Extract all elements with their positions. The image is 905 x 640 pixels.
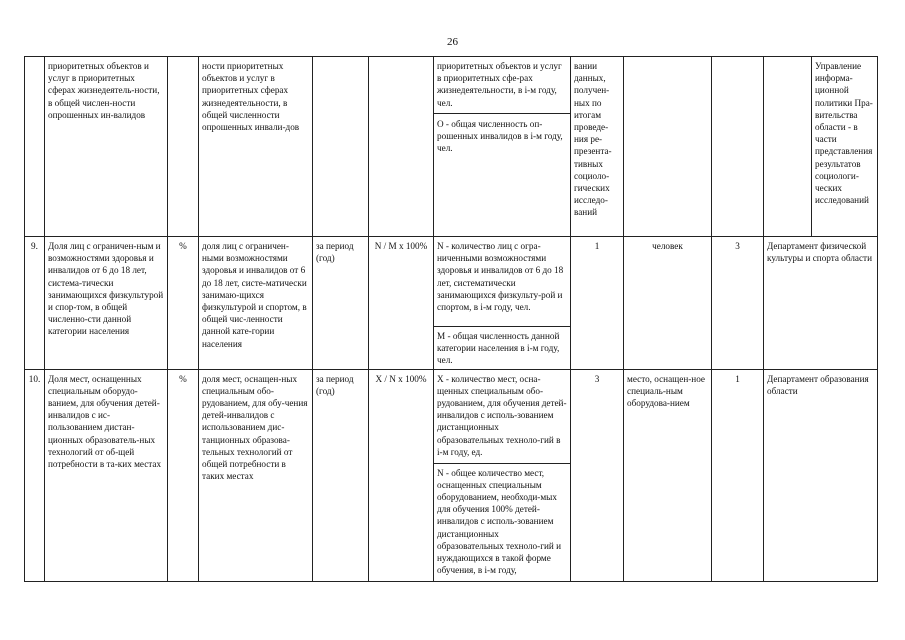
responsible-cell: Департамент физической культуры и спорта области xyxy=(764,237,878,370)
responsible-cell: Департамент образования области xyxy=(764,369,878,581)
variable-cell: N - общее количество мест, оснащенных специальным оборудованием, необходи-мых для обучения 100% детей-инвалидов с исполь-зованием дистанционных образовательных техноло-гий и нуждающихся в такой форме обучения, в i-м году, xyxy=(434,463,571,581)
table-row xyxy=(25,237,878,327)
definition-cell: доля лиц с ограничен-ными возможностями здоровья и инвалидов от 6 до 18 лет, систе-матически занимаю-щихся физкультурой и спортом, в общей чис-ленности данной кате-гории населения xyxy=(199,237,313,370)
page-number: 26 xyxy=(447,36,458,48)
indicator-name-cell: приоритетных объектов и услуг в приоритетных сферах жизнедеятель-ности, в общей числен-ности опрошенных ин-валидов xyxy=(45,57,168,237)
table-row xyxy=(25,57,878,237)
period-cell: за период (год) xyxy=(313,369,369,581)
indicator-name-cell: Доля мест, оснащенных специальным оборудо-ванием, для обучения детей-инвалидов с ис-пользованием дистан-ционных образователь-ных технологий от об-щей потребности в та-ких местах xyxy=(45,369,168,581)
unit-cell: % xyxy=(168,237,199,370)
table-row xyxy=(25,369,878,463)
obs-unit-cell: место, оснащен-ное специаль-ным оборудова-нием xyxy=(624,369,712,581)
variable-cell: M - общая численность данной категории населения в i-м году, чел. xyxy=(434,327,571,370)
source-cell: вании данных, получен-ных по итогам проведе-ния ре-презента-тивных социоло-гических исследо-ваний xyxy=(571,57,624,237)
unit-cell xyxy=(168,57,199,237)
indicators-table xyxy=(24,56,878,582)
indicator-name-cell: Доля лиц с ограничен-ным и возможностями здоровья и инвалидов от 6 до 18 лет, система-тически занимающихся физкультурой и спор-том, в общей численно-сти данной категории населения xyxy=(45,237,168,370)
variable-cell: N - количество лиц с огра-ниченными возможностями здоровья и инвалидов от 6 до 18 лет, систематически занимающихся физкульту-рой и спортом, в i-м году, чел. xyxy=(434,237,571,327)
row-number-cell xyxy=(25,57,45,237)
definition-cell: доля мест, оснащен-ных специальным обо-рудованием, для обу-чения детей-инвалидов с использованием дис-танционных образова-тельных технологий от общей потребности в таких местах xyxy=(199,369,313,581)
unit-cell: % xyxy=(168,369,199,581)
coverage-cell: 3 xyxy=(712,237,764,370)
period-cell: за период (год) xyxy=(313,237,369,370)
coverage-cell xyxy=(712,57,764,237)
obs-unit-cell xyxy=(624,57,712,237)
formula-cell: X / N x 100% xyxy=(369,369,434,581)
variable-text-2: O - общая численность оп-рошенных инвалидов в i-м году, чел. xyxy=(434,113,570,155)
method-cell: 3 xyxy=(571,369,624,581)
responsible-cell: Управление информа-ционной политики Пра-вительства области - в части представления результатов социологи-ческих исследований xyxy=(812,57,878,237)
extra-cell xyxy=(764,57,812,237)
variables-cell xyxy=(434,57,571,237)
row-number-cell: 10. xyxy=(25,369,45,581)
variable-cell: X - количество мест, осна-щенных специальным обо-рудованием, для обучения детей-инвалидов с исполь-зованием дистанционных образовательных техноло-гий в i-м году, ед. xyxy=(434,369,571,463)
obs-unit-cell: человек xyxy=(624,237,712,370)
period-cell xyxy=(313,57,369,237)
definition-cell: ности приоритетных объектов и услуг в приоритетных сферах жизнедеятельности, в общей численности опрошенных инвали-дов xyxy=(199,57,313,237)
formula-cell xyxy=(369,57,434,237)
formula-cell: N / M x 100% xyxy=(369,237,434,370)
coverage-cell: 1 xyxy=(712,369,764,581)
variable-text: приоритетных объектов и услуг в приоритетных сфе-рах жизнедеятельности, в i-м году, чел. xyxy=(437,61,562,108)
method-cell: 1 xyxy=(571,237,624,370)
row-number-cell: 9. xyxy=(25,237,45,370)
